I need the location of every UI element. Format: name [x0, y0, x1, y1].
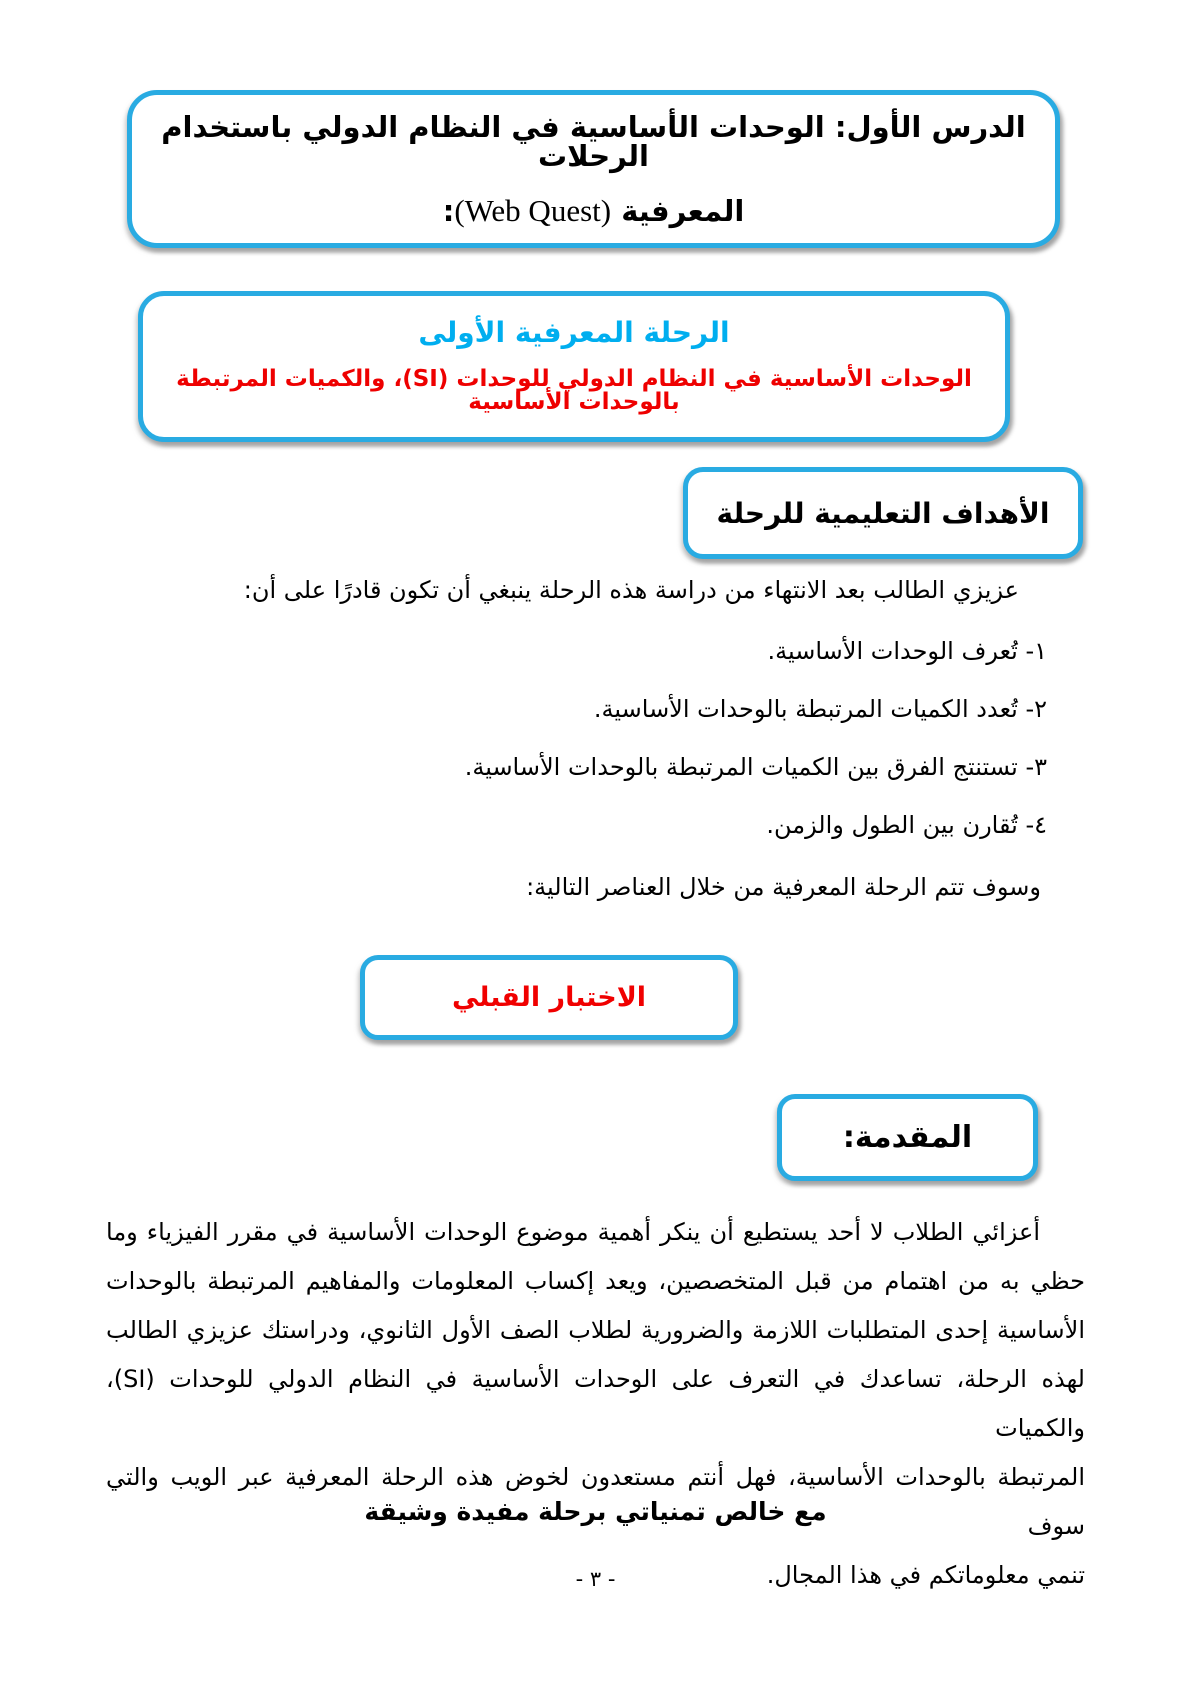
journey-subtitle: الوحدات الأساسية في النظام الدولي للوحدات (SI)، والكميات المرتبطة بالوحدات الأساسية	[176, 366, 972, 415]
paragraph-line: تنمي معلوماتكم في هذا المجال.	[766, 1561, 1085, 1589]
objective-item-1: ١- تُعرف الوحدات الأساسية.	[767, 637, 1047, 665]
journey-title-box	[138, 291, 1010, 442]
objectives-title: الأهداف التعليمية للرحلة	[716, 496, 1050, 530]
lesson-title-line2-colon: :	[442, 193, 455, 228]
paragraph-line: لهذه الرحلة، تساعدك في التعرف على الوحدات الأساسية في النظام الدولي للوحدات (SI)، والكميات	[106, 1365, 1085, 1442]
journey-title: الرحلة المعرفية الأولى	[418, 316, 730, 349]
closing-wishes-line: مع خالص تمنياتي برحلة مفيدة وشيقة	[364, 1497, 827, 1526]
page-number: - ٣ -	[575, 1567, 616, 1591]
objectives-list	[120, 636, 1047, 868]
lesson-title-line2	[442, 192, 745, 228]
web-quest-label: (Web Quest)	[454, 192, 612, 228]
objective-item-3: ٣- تستنتج الفرق بين الكميات المرتبطة بالوحدات الأساسية.	[464, 753, 1047, 781]
objective-item-4: ٤- تُقارن بين الطول والزمن.	[766, 811, 1047, 839]
paragraph-line: حظي به من اهتمام من قبل المتخصصين، ويعد إكساب المعلومات والمفاهيم المرتبطة بالوحدات	[106, 1267, 1085, 1295]
introduction-paragraph	[106, 1208, 1085, 1600]
lesson-title-line1: الدرس الأول: الوحدات الأساسية في النظام الدولي باستخدام الرحلات	[161, 109, 1026, 173]
introduction-title: المقدمة:	[842, 1120, 973, 1155]
paragraph-line: المرتبطة بالوحدات الأساسية، فهل أنتم مستعدون لخوض هذه الرحلة المعرفية عبر الويب والتي سوف	[106, 1463, 1085, 1540]
introduction-title-box	[777, 1094, 1038, 1181]
paragraph-line: أعزائي الطلاب لا أحد يستطيع أن ينكر أهمية موضوع الوحدات الأساسية في مقرر الفيزياء وما	[106, 1218, 1040, 1246]
objective-item-2: ٢- تُعدد الكميات المرتبطة بالوحدات الأساسية.	[593, 695, 1047, 723]
objectives-intro: عزيزي الطالب بعد الانتهاء من دراسة هذه الرحلة ينبغي أن تكون قادرًا على أن:	[243, 576, 1019, 604]
lesson-title-box	[127, 90, 1060, 248]
lesson-title-line2-arabic: المعرفية	[621, 193, 745, 228]
pretest-box	[360, 955, 738, 1040]
paragraph-line: الأساسية إحدى المتطلبات اللازمة والضرورية لطلاب الصف الأول الثانوي، ودراستك عزيزي الطالب	[106, 1316, 1085, 1344]
objectives-title-box	[683, 467, 1083, 559]
pretest-label: الاختبار القبلي	[451, 982, 647, 1013]
journey-elements-line: وسوف تتم الرحلة المعرفية من خلال العناصر التالية:	[526, 873, 1041, 901]
